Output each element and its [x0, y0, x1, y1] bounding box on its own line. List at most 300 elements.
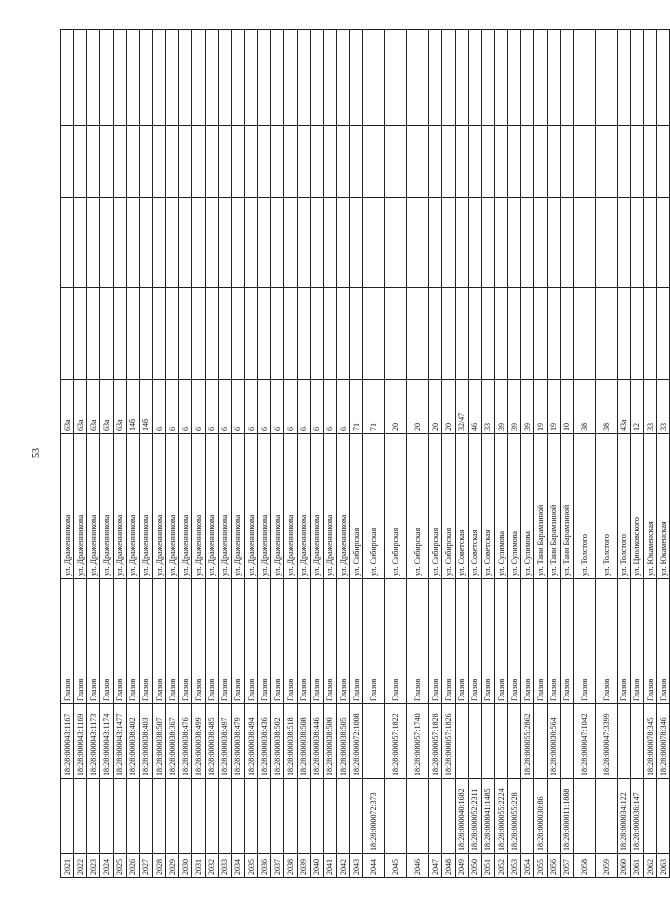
table-row — [481, 30, 494, 878]
cadastral-number-a — [244, 779, 257, 854]
cadastral-number-b: 18:28:000038:479 — [231, 704, 244, 779]
empty-cell — [297, 288, 310, 380]
table-row — [139, 30, 152, 878]
cadastral-number-a — [297, 779, 310, 854]
empty-cell — [74, 198, 87, 288]
house-number-cell: 10 — [560, 380, 573, 434]
street-cell: ул. Драженникова — [192, 434, 205, 579]
city-cell: Глазов — [534, 579, 547, 704]
row-number: 2046 — [407, 854, 429, 878]
street-cell: ул. Сибирская — [429, 434, 442, 579]
row-number: 2043 — [350, 854, 363, 878]
cadastral-number-a — [113, 779, 126, 854]
street-cell: ул. Драженникова — [244, 434, 257, 579]
empty-cell — [310, 30, 323, 126]
empty-cell — [644, 288, 657, 380]
city-cell: Глазов — [644, 579, 657, 704]
house-number-cell: 19 — [534, 380, 547, 434]
empty-cell — [113, 198, 126, 288]
house-number-cell: 33 — [644, 380, 657, 434]
empty-cell — [644, 198, 657, 288]
empty-cell — [244, 30, 257, 126]
cadastral-number-a — [595, 779, 617, 854]
cadastral-number-a — [192, 779, 205, 854]
row-number: 2045 — [385, 854, 407, 878]
cadastral-number-b: 18:28:000038:507 — [152, 704, 165, 779]
empty-cell — [152, 30, 165, 126]
table-row — [617, 30, 630, 878]
row-number: 2034 — [231, 854, 244, 878]
empty-cell — [481, 30, 494, 126]
cadastral-number-a: 18:28:000052:2311 — [468, 779, 481, 854]
empty-cell — [617, 288, 630, 380]
empty-cell — [166, 288, 179, 380]
empty-cell — [547, 126, 560, 198]
row-number: 2021 — [61, 854, 74, 878]
empty-cell — [657, 198, 670, 288]
city-cell: Глазов — [231, 579, 244, 704]
row-number: 2061 — [630, 854, 643, 878]
empty-cell — [521, 126, 534, 198]
row-number: 2025 — [113, 854, 126, 878]
empty-cell — [442, 288, 455, 380]
empty-cell — [468, 126, 481, 198]
city-cell: Глазов — [442, 579, 455, 704]
empty-cell — [139, 198, 152, 288]
empty-cell — [271, 288, 284, 380]
city-cell: Глазов — [258, 579, 271, 704]
cadastral-number-a — [407, 779, 429, 854]
cadastral-number-b: 18:28:000038:500 — [323, 704, 336, 779]
street-cell: ул. Драженникова — [231, 434, 244, 579]
row-number: 2059 — [595, 854, 617, 878]
city-cell: Глазов — [166, 579, 179, 704]
cadastral-number-a — [385, 779, 407, 854]
empty-cell — [271, 198, 284, 288]
table-row — [74, 30, 87, 878]
empty-cell — [87, 30, 100, 126]
row-number: 2022 — [74, 854, 87, 878]
empty-cell — [350, 288, 363, 380]
city-cell: Глазов — [139, 579, 152, 704]
city-cell: Глазов — [336, 579, 349, 704]
city-cell: Глазов — [350, 579, 363, 704]
row-number: 2024 — [100, 854, 113, 878]
cadastral-number-a — [87, 779, 100, 854]
street-cell: ул. Драженникова — [258, 434, 271, 579]
row-number: 2058 — [573, 854, 595, 878]
empty-cell — [126, 30, 139, 126]
rotated-table-area — [60, 30, 668, 878]
cadastral-number-b — [534, 704, 547, 779]
empty-cell — [297, 198, 310, 288]
row-number: 2053 — [508, 854, 521, 878]
empty-cell — [363, 198, 385, 288]
table-row — [152, 30, 165, 878]
city-cell: Глазов — [468, 579, 481, 704]
cadastral-number-a — [336, 779, 349, 854]
cadastral-number-a — [258, 779, 271, 854]
empty-cell — [310, 126, 323, 198]
cadastral-number-a — [205, 779, 218, 854]
house-number-cell: 63а — [100, 380, 113, 434]
house-number-cell: 6 — [258, 380, 271, 434]
empty-cell — [442, 30, 455, 126]
row-number: 2062 — [644, 854, 657, 878]
table-row — [271, 30, 284, 878]
row-number: 2036 — [258, 854, 271, 878]
cadastral-number-a — [429, 779, 442, 854]
row-number: 2042 — [336, 854, 349, 878]
empty-cell — [363, 30, 385, 126]
street-cell: ул. Драженникова — [218, 434, 231, 579]
city-cell: Глазов — [205, 579, 218, 704]
empty-cell — [547, 198, 560, 288]
empty-cell — [657, 126, 670, 198]
empty-cell — [363, 126, 385, 198]
house-number-cell: 20 — [442, 380, 455, 434]
row-number: 2031 — [192, 854, 205, 878]
empty-cell — [429, 198, 442, 288]
empty-cell — [657, 288, 670, 380]
city-cell: Глазов — [617, 579, 630, 704]
cadastral-number-b: 18:28:000038:446 — [310, 704, 323, 779]
street-cell: ул. Драженникова — [179, 434, 192, 579]
house-number-cell: 63а — [113, 380, 126, 434]
empty-cell — [534, 198, 547, 288]
empty-cell — [521, 30, 534, 126]
empty-cell — [595, 288, 617, 380]
empty-cell — [74, 126, 87, 198]
cadastral-number-a: 18:28:000040:1682 — [455, 779, 468, 854]
cadastral-number-b: 18:28:000043:1169 — [74, 704, 87, 779]
street-cell: ул. Драженникова — [100, 434, 113, 579]
street-cell: ул. Толстого — [573, 434, 595, 579]
empty-cell — [126, 288, 139, 380]
house-number-cell: 6 — [205, 380, 218, 434]
house-number-cell: 6 — [310, 380, 323, 434]
row-number: 2030 — [179, 854, 192, 878]
city-cell: Глазов — [560, 579, 573, 704]
empty-cell — [113, 126, 126, 198]
cadastral-number-a — [442, 779, 455, 854]
cadastral-number-b — [468, 704, 481, 779]
city-cell: Глазов — [521, 579, 534, 704]
cadastral-number-a — [100, 779, 113, 854]
street-cell: ул. Драженникова — [323, 434, 336, 579]
empty-cell — [166, 30, 179, 126]
empty-cell — [100, 288, 113, 380]
cadastral-number-b: 18:28:000043:1167 — [61, 704, 74, 779]
empty-cell — [481, 198, 494, 288]
cadastral-number-a — [323, 779, 336, 854]
city-cell: Глазов — [508, 579, 521, 704]
cadastral-number-a — [231, 779, 244, 854]
street-cell: ул. Драженникова — [271, 434, 284, 579]
empty-cell — [100, 126, 113, 198]
row-number: 2037 — [271, 854, 284, 878]
empty-cell — [657, 30, 670, 126]
city-cell: Глазов — [100, 579, 113, 704]
empty-cell — [231, 126, 244, 198]
table-row — [429, 30, 442, 878]
row-number: 2028 — [152, 854, 165, 878]
street-cell: ул. Драженникова — [152, 434, 165, 579]
empty-cell — [166, 198, 179, 288]
empty-cell — [323, 30, 336, 126]
cadastral-number-a: 18:28:000011:1888 — [560, 779, 573, 854]
empty-cell — [271, 126, 284, 198]
empty-cell — [595, 126, 617, 198]
empty-cell — [534, 288, 547, 380]
city-cell: Глазов — [126, 579, 139, 704]
table-row — [455, 30, 468, 878]
empty-cell — [218, 30, 231, 126]
empty-cell — [126, 198, 139, 288]
empty-cell — [284, 30, 297, 126]
empty-cell — [74, 30, 87, 126]
row-number: 2033 — [218, 854, 231, 878]
cadastral-number-a: 18:28:000030:86 — [534, 779, 547, 854]
city-cell: Глазов — [192, 579, 205, 704]
empty-cell — [152, 126, 165, 198]
cadastral-number-b — [494, 704, 507, 779]
empty-cell — [494, 126, 507, 198]
street-cell: ул. Сибирская — [385, 434, 407, 579]
table-row — [126, 30, 139, 878]
empty-cell — [258, 288, 271, 380]
street-cell: ул. Драженникова — [297, 434, 310, 579]
empty-cell — [244, 198, 257, 288]
empty-cell — [152, 198, 165, 288]
table-row — [468, 30, 481, 878]
empty-cell — [179, 198, 192, 288]
empty-cell — [258, 198, 271, 288]
street-cell: ул. Драженникова — [310, 434, 323, 579]
table-row — [350, 30, 363, 878]
row-number: 2052 — [494, 854, 507, 878]
table-row — [87, 30, 100, 878]
cadastral-number-b: 18:28:000078:346 — [657, 704, 670, 779]
row-number: 2029 — [166, 854, 179, 878]
house-number-cell: 6 — [336, 380, 349, 434]
cadastral-number-b — [630, 704, 643, 779]
cadastral-number-a — [166, 779, 179, 854]
page-number: 53 — [31, 448, 42, 458]
table-row — [218, 30, 231, 878]
city-cell: Глазов — [74, 579, 87, 704]
cadastral-number-a — [179, 779, 192, 854]
empty-cell — [573, 198, 595, 288]
empty-cell — [385, 198, 407, 288]
table-row — [258, 30, 271, 878]
empty-cell — [258, 30, 271, 126]
city-cell: Глазов — [61, 579, 74, 704]
empty-cell — [218, 126, 231, 198]
empty-cell — [494, 288, 507, 380]
empty-cell — [630, 30, 643, 126]
empty-cell — [284, 288, 297, 380]
empty-cell — [429, 30, 442, 126]
empty-cell — [323, 198, 336, 288]
empty-cell — [179, 30, 192, 126]
cadastral-number-b: 18:28:000038:518 — [284, 704, 297, 779]
city-cell: Глазов — [271, 579, 284, 704]
table-row — [508, 30, 521, 878]
cadastral-number-b: 18:28:000038:402 — [126, 704, 139, 779]
cadastral-number-b: 18:28:000057:1828 — [429, 704, 442, 779]
empty-cell — [61, 126, 74, 198]
city-cell: Глазов — [152, 579, 165, 704]
street-cell: ул. Драженникова — [166, 434, 179, 579]
empty-cell — [407, 288, 429, 380]
cadastral-number-a: 18:28:000055:2224 — [494, 779, 507, 854]
empty-cell — [192, 30, 205, 126]
street-cell: ул. Юкаменская — [644, 434, 657, 579]
row-number: 2038 — [284, 854, 297, 878]
empty-cell — [644, 30, 657, 126]
house-number-cell: 6 — [271, 380, 284, 434]
cadastral-number-a — [350, 779, 363, 854]
cadastral-number-b: 18:28:000038:505 — [336, 704, 349, 779]
register-table — [60, 29, 670, 878]
house-number-cell: 71 — [363, 380, 385, 434]
street-cell: ул. Драженникова — [284, 434, 297, 579]
table-row — [166, 30, 179, 878]
empty-cell — [350, 126, 363, 198]
row-number: 2048 — [442, 854, 455, 878]
table-row — [407, 30, 429, 878]
empty-cell — [385, 30, 407, 126]
empty-cell — [429, 288, 442, 380]
table-row — [205, 30, 218, 878]
table-row — [323, 30, 336, 878]
empty-cell — [336, 126, 349, 198]
empty-cell — [494, 198, 507, 288]
empty-cell — [323, 288, 336, 380]
house-number-cell: 63а — [61, 380, 74, 434]
empty-cell — [560, 288, 573, 380]
city-cell: Глазов — [455, 579, 468, 704]
house-number-cell: 6 — [284, 380, 297, 434]
row-number: 2055 — [534, 854, 547, 878]
empty-cell — [455, 126, 468, 198]
street-cell: ул. Сулимова — [494, 434, 507, 579]
street-cell: ул. Драженникова — [139, 434, 152, 579]
empty-cell — [350, 198, 363, 288]
house-number-cell: 6 — [218, 380, 231, 434]
empty-cell — [113, 30, 126, 126]
house-number-cell: 6 — [192, 380, 205, 434]
city-cell: Глазов — [87, 579, 100, 704]
house-number-cell: 6 — [323, 380, 336, 434]
house-number-cell: 46 — [468, 380, 481, 434]
house-number-cell: 32/47 — [455, 380, 468, 434]
house-number-cell: 71 — [350, 380, 363, 434]
table-row — [231, 30, 244, 878]
empty-cell — [573, 126, 595, 198]
cadastral-number-b: 18:28:000043:1477 — [113, 704, 126, 779]
empty-cell — [231, 288, 244, 380]
table-row — [113, 30, 126, 878]
table-row — [385, 30, 407, 878]
row-number: 2044 — [363, 854, 385, 878]
street-cell: ул. Тани Барамзиной — [534, 434, 547, 579]
empty-cell — [455, 30, 468, 126]
empty-cell — [310, 288, 323, 380]
table-row — [657, 30, 670, 878]
cadastral-number-b — [481, 704, 494, 779]
cadastral-number-a — [271, 779, 284, 854]
cadastral-number-b — [455, 704, 468, 779]
row-number: 2050 — [468, 854, 481, 878]
empty-cell — [560, 198, 573, 288]
empty-cell — [100, 30, 113, 126]
table-row — [442, 30, 455, 878]
street-cell: ул. Сибирская — [442, 434, 455, 579]
empty-cell — [442, 198, 455, 288]
empty-cell — [560, 126, 573, 198]
table-row — [284, 30, 297, 878]
cadastral-number-b: 18:28:000038:436 — [258, 704, 271, 779]
street-cell: ул. Драженникова — [126, 434, 139, 579]
empty-cell — [218, 198, 231, 288]
street-cell: ул. Драженникова — [113, 434, 126, 579]
cadastral-number-a — [644, 779, 657, 854]
row-number: 2051 — [481, 854, 494, 878]
empty-cell — [455, 198, 468, 288]
empty-cell — [407, 126, 429, 198]
city-cell: Глазов — [481, 579, 494, 704]
empty-cell — [179, 126, 192, 198]
empty-cell — [455, 288, 468, 380]
cadastral-number-a: 18:28:000036:147 — [630, 779, 643, 854]
house-number-cell: 6 — [179, 380, 192, 434]
house-number-cell: 6 — [297, 380, 310, 434]
empty-cell — [126, 126, 139, 198]
empty-cell — [87, 126, 100, 198]
table-row — [297, 30, 310, 878]
cadastral-number-b: 18:28:000038:499 — [192, 704, 205, 779]
city-cell: Глазов — [494, 579, 507, 704]
empty-cell — [284, 126, 297, 198]
street-cell: ул. Сулимова — [521, 434, 534, 579]
city-cell: Глазов — [244, 579, 257, 704]
empty-cell — [258, 126, 271, 198]
empty-cell — [271, 30, 284, 126]
cadastral-number-a — [573, 779, 595, 854]
row-number: 2023 — [87, 854, 100, 878]
row-number: 2056 — [547, 854, 560, 878]
street-cell: ул. Советская — [455, 434, 468, 579]
empty-cell — [617, 198, 630, 288]
empty-cell — [87, 288, 100, 380]
cadastral-number-b: 18:28:000038:494 — [244, 704, 257, 779]
empty-cell — [407, 198, 429, 288]
empty-cell — [139, 288, 152, 380]
house-number-cell: 6 — [244, 380, 257, 434]
house-number-cell: 19 — [547, 380, 560, 434]
empty-cell — [494, 30, 507, 126]
empty-cell — [205, 288, 218, 380]
row-number: 2027 — [139, 854, 152, 878]
empty-cell — [61, 288, 74, 380]
empty-cell — [468, 30, 481, 126]
table-row — [494, 30, 507, 878]
cadastral-number-a — [521, 779, 534, 854]
city-cell: Глазов — [284, 579, 297, 704]
street-cell: ул. Драженникова — [74, 434, 87, 579]
